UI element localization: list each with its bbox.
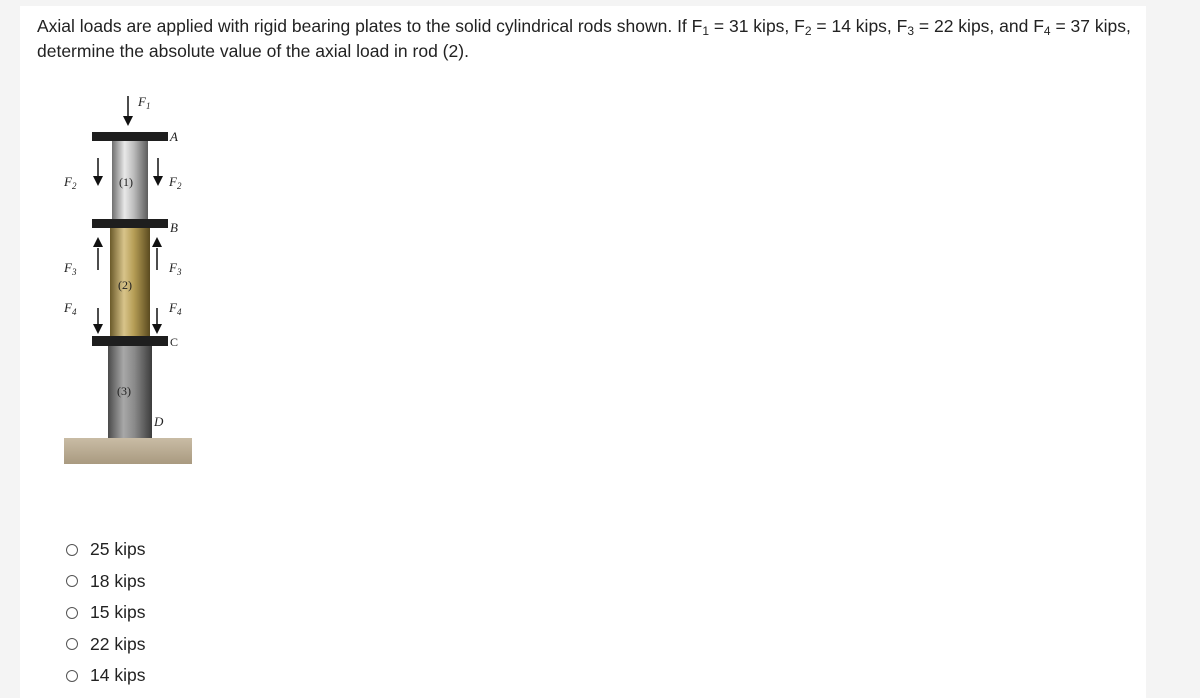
option-label: 14 kips xyxy=(90,665,146,686)
f2-left-arrowhead xyxy=(93,176,103,186)
plate-b xyxy=(92,219,168,228)
f4-right-label: $F_4$ xyxy=(169,300,182,317)
option-3[interactable] xyxy=(66,597,145,629)
f3-left-arrowhead xyxy=(93,237,103,247)
option-label: 25 kips xyxy=(90,539,146,560)
rod-2-label: (2) xyxy=(118,278,132,292)
rod-assembly-figure xyxy=(50,88,210,473)
f3-right-arrowhead xyxy=(152,237,162,247)
rod-diagram xyxy=(50,88,210,473)
radio-icon[interactable] xyxy=(66,670,78,682)
plate-c xyxy=(92,336,168,346)
f2-right-label: $F_2$ xyxy=(169,174,182,191)
question-text: Axial loads are applied with rigid bearing plates to the solid cylindrical rods shown. If $F_1 = 31$ kips, $F_2 = 14$ kips, $F_3 = 22$ kips, and $F_4 = 37$ kips, determine the absolute value of the axial load in rod (2). xyxy=(37,16,1131,61)
radio-icon[interactable] xyxy=(66,607,78,619)
radio-icon[interactable] xyxy=(66,638,78,650)
option-4[interactable] xyxy=(66,629,145,661)
radio-icon[interactable] xyxy=(66,575,78,587)
rod-1-label: (1) xyxy=(119,175,133,189)
answer-options xyxy=(66,534,145,692)
option-label: 15 kips xyxy=(90,602,146,623)
f2-left-label: $F_2$ xyxy=(64,174,77,191)
f4-left-arrowhead xyxy=(93,324,103,334)
f1-arrowhead xyxy=(123,116,133,126)
label-d: D xyxy=(154,414,164,429)
option-2[interactable] xyxy=(66,566,145,598)
rod-3-label: (3) xyxy=(117,384,131,398)
option-label: 22 kips xyxy=(90,633,146,654)
f3-left-label: $F_3$ xyxy=(64,260,77,277)
f3-right-label: $F_3$ xyxy=(169,260,182,277)
f4-left-label: $F_4$ xyxy=(64,300,77,317)
label-c: C xyxy=(170,335,179,349)
radio-icon[interactable] xyxy=(66,544,78,556)
f4-right-arrowhead xyxy=(152,324,162,334)
option-label: 18 kips xyxy=(90,570,146,591)
label-a: A xyxy=(170,129,178,144)
f2-right-arrowhead xyxy=(153,176,163,186)
option-1[interactable] xyxy=(66,534,145,566)
f1-label: $F_1$ xyxy=(138,94,151,111)
plate-a xyxy=(92,132,168,141)
option-5[interactable] xyxy=(66,660,145,692)
label-b: B xyxy=(170,220,178,235)
base-support xyxy=(64,438,192,464)
